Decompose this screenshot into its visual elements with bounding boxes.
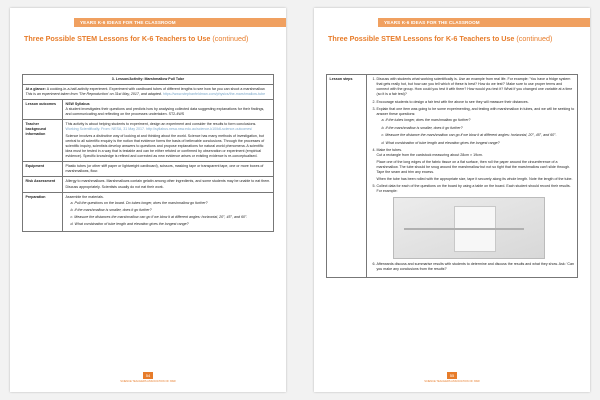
row-content-outcomes xyxy=(63,100,274,120)
step-4-title: 4. Make the tubes. xyxy=(376,148,403,153)
step-5-text: 5. Collect data for each of the questions on the board by using a table on the board. Each student should record their results. For example: xyxy=(376,184,571,194)
footer-text: SCIENCE TEACHERS ASSOCIATION OF NSW xyxy=(120,380,176,383)
list-item xyxy=(377,184,575,259)
list-item: d. What combination of tube length and elevation gives the longest range? xyxy=(70,221,189,226)
page-title-suffix: (continued) xyxy=(212,34,249,43)
page-number: 54 xyxy=(143,372,153,379)
at-a-glance-label: At a glance: xyxy=(25,87,46,92)
footer xyxy=(314,372,590,384)
at-a-glance-text: A cooking-in-a-half-activity experiment. Experiment with cardboard tubes of different lengths to see how far you can shoot a marshmallow. xyxy=(46,87,266,92)
list-item: b. If the marshmallow is smaller, does it go further? xyxy=(70,207,152,212)
row-label-lesson-steps: Lesson steps xyxy=(327,75,367,278)
lesson-title: 3. Lesson/Activity: Marshmallow Pull Tube xyxy=(23,75,274,85)
row-label-preparation: Preparation xyxy=(23,192,63,231)
row-label-equipment: Equipment xyxy=(23,162,63,177)
list-item: b. If the marshmallow is smaller, does it go further? xyxy=(381,125,463,130)
step-questions xyxy=(377,118,575,146)
list-item: 2. Encourage students to design a fair test with the above to see they will measure their distances. xyxy=(377,100,575,105)
page-title xyxy=(24,34,248,43)
list-item xyxy=(377,107,575,146)
page-title-suffix: (continued) xyxy=(516,34,553,43)
background-link[interactable]: Working Scientifically. From: NESA, 31 May 2017. http://syllabus.nesa.nsw.edu.au/science-k10/k6-science-outcomes/ xyxy=(65,127,253,132)
background-text-2: Science involves a distinctive way of looking at and thinking about the world. Science has many methods of investigation, but central to all scientific enquiry is the notion that evidence forms the basis of believable conclusions. Through the processes of scientific inquiry, scientists develop answers to questions and propose explanations for natural world phenomena. A scientific idea must be tested in a way that is testable and can be either refuted or confirmed by observation or experiment (empirical evidence). Specific knowledge is refined and corrected as new evidence arises or existing evidence is re-conceptualised. xyxy=(65,134,265,159)
background-text: This activity is about helping students to experiment, design an experiment and consider the results to form conclusions. xyxy=(65,122,257,127)
steps-list xyxy=(370,77,575,272)
row-label-background: Teacher background information xyxy=(23,120,63,162)
row-content-risk: Allergy to marshmallows. Marshmallows contain gelatin among other ingredients, and some students may be unable to eat them. Discuss appropriately. Scientists usually do not eat their work. xyxy=(63,177,274,192)
list-item: c. Measure the distance the marshmallow can go if we blow it at different angles: horizontal, 20°, 45°, and 60°. xyxy=(381,133,557,138)
row-label-outcomes: Lesson outcomes xyxy=(23,100,63,120)
at-a-glance xyxy=(23,85,274,100)
row-content-equipment: Plastic tubes (or other stiff paper or lightweight cardboard), scissors, masking tape or transparent tape, one or more boxes of marshmallows, flour. xyxy=(63,162,274,177)
header-banner: YEARS K-6 IDEAS FOR THE CLASSROOM xyxy=(378,18,590,27)
preparation-questions xyxy=(66,201,271,227)
list-item: c. Measure the distances the marshmallow can go if we blow it at different angles: horizontal, 20°, 45°, and 60°. xyxy=(70,214,248,219)
step-3-text: Explain that one item was going to be some experimenting, and testing with marshmallow in tubes, and we will be seeking to answer these questions: xyxy=(376,107,575,117)
lesson-steps-table xyxy=(326,74,578,278)
right-page xyxy=(314,8,590,392)
lesson-steps-content xyxy=(367,75,578,278)
list-item: d. What combination of tube length and elevation gives the longest range? xyxy=(381,140,500,145)
make-tubes-b: Place one of the long edges of the fabric tissue on a flat surface, then roll the paper around the circumference of a marshmallow. The tube should be snug around the marshmallow but not so tight that the marshmallow can't slide through. Tape the seam and trim any excess. xyxy=(376,159,571,174)
preparation-text: Assemble the materials. xyxy=(65,194,104,199)
make-tubes-a: Cut a rectangle from the cardstock measuring about 28cm × 19cm. xyxy=(376,153,483,158)
at-a-glance-note: This is an experiment taken from 'The Reproduction' on 31st May, 2017, and adapted. xyxy=(25,92,162,97)
page-title-main: Three Possible STEM Lessons for K-6 Teachers to Use xyxy=(24,34,211,43)
row-label-risk: Risk Assessment xyxy=(23,177,63,192)
list-item: 1. Discuss with students what working scientifically is. Use an example from real life. For example: 'You have a fridge system that gets really hot, but how can you tell which of these is best? How do we test?' Make sure to use proper terms and connect with the group. How could you test it with them? How would you test it? What if you changed one variable at a time (so it is a fair test)? xyxy=(377,77,575,97)
list-item: 6. Afterwards discuss and summarise results with students to determine and discuss the results and what they show. Ask: 'Can you make any conclusions from the results?' xyxy=(377,262,575,272)
lesson-table xyxy=(22,74,274,232)
page-number: 55 xyxy=(447,372,457,379)
left-page xyxy=(10,8,286,392)
header-banner: YEARS K-6 IDEAS FOR THE CLASSROOM xyxy=(74,18,286,27)
syllabus-heading: NSW Syllabus xyxy=(65,102,90,107)
list-item: a. Pull the questions on the board. Do tubes longer, does the marshmallow go further? xyxy=(70,200,208,205)
photo-ruler xyxy=(404,228,524,230)
list-item: a. If the tubes longer, does the marshmallow go further? xyxy=(381,118,471,123)
source-link[interactable]: https://www.stephanfeldman.com/physics/the-marshmallow-tube xyxy=(162,92,266,97)
page-title-main: Three Possible STEM Lessons for K-6 Teachers to Use xyxy=(328,34,515,43)
page-title xyxy=(328,34,552,43)
list-item xyxy=(377,148,575,181)
row-content-preparation xyxy=(63,192,274,231)
row-content-background xyxy=(63,120,274,162)
make-tubes-c: When the tube has been rolled with the appropriate size, tape it securely along its whole length. Note the length of the tube. xyxy=(376,176,573,181)
results-table-photo xyxy=(393,197,545,259)
outcomes-text: A student investigates their questions and predicts how by analysing collected data suggesting explanations for their findings, and communicating and reflecting on the processes undertaken. ST2-4WS xyxy=(65,107,265,117)
footer-text: SCIENCE TEACHERS ASSOCIATION OF NSW xyxy=(424,380,480,383)
footer xyxy=(10,372,286,384)
